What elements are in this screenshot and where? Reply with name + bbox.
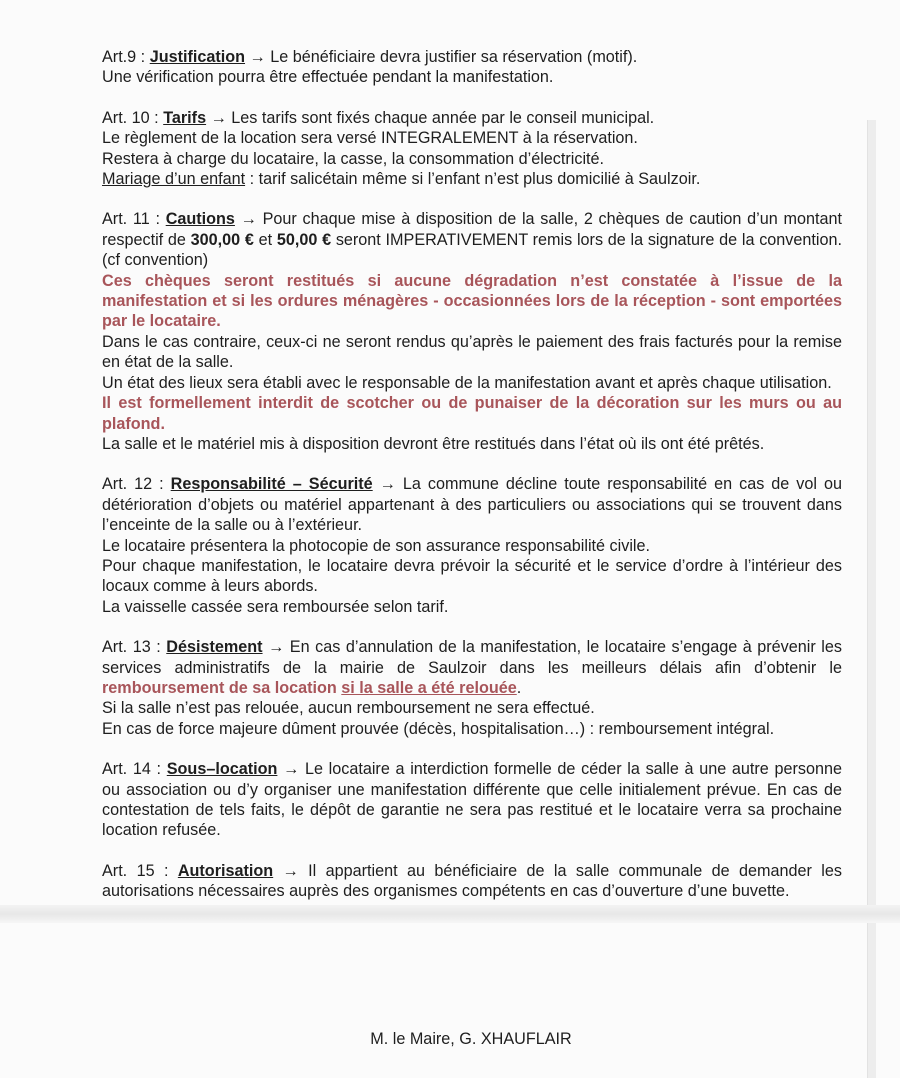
article-14-text [102,759,842,841]
article-10-line-2: Restera à charge du locataire, la casse, la consommation d’électricité. [102,149,605,168]
article-14-title: Sous–location [166,760,278,779]
article-11-text [102,209,842,270]
article-10-underlined-rest: : tarif salicétain même si l’enfant n’est plus domicilié à Saulzoir. [245,170,701,189]
article-9-line-1: Une vérification pourra être effectuée pendant la manifestation. [102,68,554,87]
article-13-paragraph-1: Si la salle n’est pas relouée, aucun remboursement ne sera effectué. [102,699,595,718]
article-10-line-3 [102,169,842,189]
article-12-label: Art. 12 : [102,475,171,494]
article-13-red-underlined: si la salle a été relouée [341,678,517,697]
article-9-title: Justification [149,48,246,66]
article-13-paragraph-2: En cas de force majeure dûment prouvée (décès, hospitalisation…) : remboursement intégral. [102,719,775,738]
article-10-text [102,108,842,128]
article-11-intro-a: → Pour chaque mise à disposition de la salle, 2 chèques de caution d’un montant respectif de [102,210,842,249]
article-12 [102,474,842,617]
article-11-paragraph-3: La salle et le matériel mis à disposition devront être restitués dans l’état où ils ont été prêtés. [102,434,765,453]
page-edge-shadow [867,120,876,1078]
article-15-intro: → Il appartient au bénéficiaire de la salle communale de demander les autorisations nécessaires auprès des organismes compétents en cas d’ouverture d’une buvette. [102,861,842,901]
article-15 [102,861,842,902]
article-9-intro: → Le bénéficiaire devra justifier sa réservation (motif). [245,48,638,66]
article-12-title: Responsabilité – Sécurité [170,475,373,494]
article-9-label: Art.9 : [102,48,150,66]
article-10-title: Tarifs [163,108,207,127]
article-13 [102,637,842,739]
article-11-paragraph-1: Dans le cas contraire, ceux-ci ne seront rendus qu’après le paiement des frais facturés pour la remise en état de la salle. [102,332,842,372]
article-12-paragraph-2: Pour chaque manifestation, le locataire devra prévoir la sécurité et le service d’ordre à l’intérieur des locaux comme à leurs abords. [102,556,842,596]
article-13-label: Art. 13 : [102,638,167,657]
article-12-text [102,474,842,535]
article-15-title: Autorisation [177,861,274,880]
article-13-intro: → En cas d’annulation de la manifestation, le locataire s’engage à prévenir les services administratifs de la mairie de Saulzoir dans les meilleurs délais afin d’obtenir le [102,638,842,677]
article-15-label: Art. 15 : [102,861,178,880]
article-13-end: . [516,678,522,697]
article-11-intro-b: et [253,230,277,249]
article-10-underlined: Mariage d’un enfant [102,170,246,189]
article-11-warning-1: Ces chèques seront restitués si aucune dégradation n’est constatée à l’issue de la manifestation et si les ordures ménagères - occasionnées lors de la réception - sont emportées par le locataire. [102,271,842,331]
article-10-intro: → Les tarifs sont fixés chaque année par le conseil municipal. [206,108,655,127]
article-14-label: Art. 14 : [102,760,167,779]
article-10-line-1: Le règlement de la location sera versé INTEGRALEMENT à la réservation. [102,129,638,148]
article-11-intro-c: seront IMPERATIVEMENT remis lors de la signature de la convention. (cf convention) [102,230,842,270]
article-9 [102,47,842,88]
article-11-warning-2: Il est formellement interdit de scotcher ou de punaiser de la décoration sur les murs ou au plafond. [102,394,842,433]
article-14-intro: → Le locataire a interdiction formelle de céder la salle à une autre personne ou association ou d’y organiser une manifestation différente que celle initialement prévue. En cas de contestation de tels faits, le dépôt de garantie ne sera pas restitué et le locataire verra sa prochaine location refusée. [102,760,842,840]
article-13-title: Désistement [166,638,263,657]
article-11-title: Cautions [165,210,235,229]
rules-content [102,47,842,922]
article-11-amount-1: 300,00 € [190,230,254,249]
article-11 [102,209,842,454]
article-12-intro: → La commune décline toute responsabilité en cas de vol ou détérioration d’objets ou matériel appartenant à des particuliers ou associations qui se trouvent dans l’enceinte de la salle ou à l’extérieur. [102,475,842,535]
article-9-text [102,47,842,67]
article-11-amount-2: 50,00 € [276,230,332,249]
article-12-paragraph-3: La vaisselle cassée sera remboursée selon tarif. [102,597,449,616]
article-10-label: Art. 10 : [102,108,164,127]
article-13-red-part: remboursement de sa location [102,678,342,697]
article-15-text [102,861,842,902]
article-12-paragraph-1: Le locataire présentera la photocopie de son assurance responsabilité civile. [102,536,651,555]
article-11-label: Art. 11 : [102,210,166,229]
mayor-signature: M. le Maire, G. XHAUFLAIR [370,1030,572,1048]
article-13-text [102,637,842,698]
article-10 [102,108,842,190]
article-11-paragraph-2: Un état des lieux sera établi avec le responsable de la manifestation avant et après chaque utilisation. [102,373,832,392]
article-14 [102,759,842,841]
